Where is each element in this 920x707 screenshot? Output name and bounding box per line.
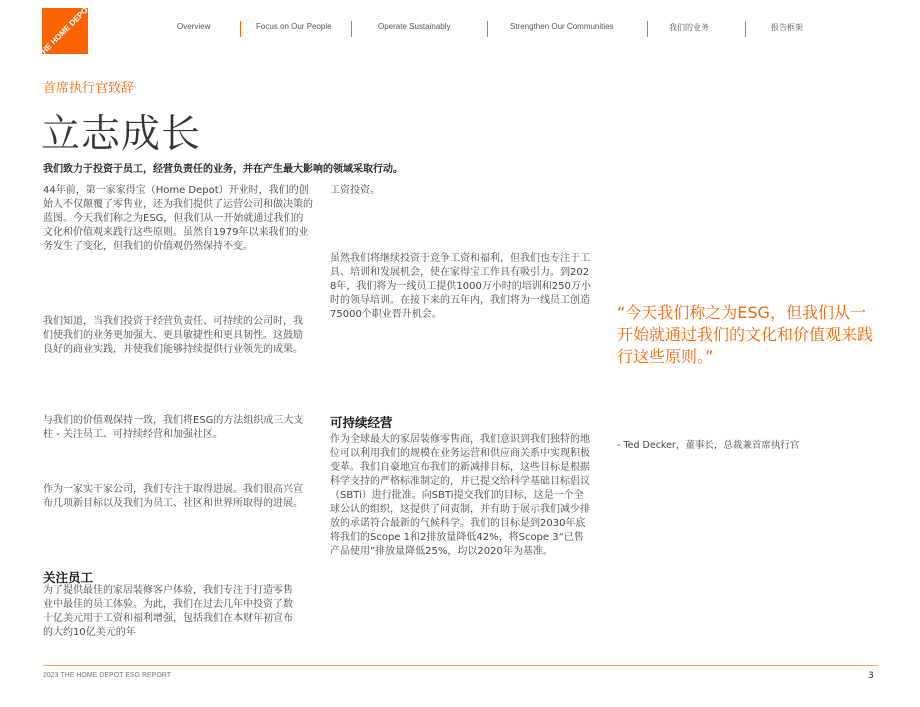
col1-paragraph-2: 我们知道，当我们投资于经营负责任、可持续的公司时，我们使我们的业务更加强大、更具敏捷性和更具韧性。这鼓励良好的商业实践，并使我们能够持续提供行业领先的成果。 <box>43 316 303 355</box>
page-title: 立志成长 <box>41 112 202 157</box>
quote-attribution: - Ted Decker，董事长，总裁兼首席执行官 <box>617 440 800 451</box>
col2-paragraph-3: 作为全球最大的家居装修零售商，我们意识到我们独特的地位可以利用我们的规模在业务运营和供应商关系中实现积极变革。我们自豪地宣布我们的新减排目标，这些目标是根据科学支持的严格标准制定的，并已提交给科学基础目标倡议（SBTi）进行批准。向SBTi提交我们的目标，这是一个全球公认的组织，这提供了问责制，并有助于展示我们减少排放的承诺符合最新的气候科学。我们的目标是到2030年底将我们的Scope 1和2排放量降低42%，将Scope 3“已售产品使用”排放量降低25%，均以2020年为基准。 <box>330 434 590 557</box>
top-navigation <box>150 22 850 38</box>
nav-divider <box>240 21 241 37</box>
nav-operate-sustainably[interactable]: Operate Sustainably <box>378 22 451 31</box>
footer-divider <box>43 665 878 666</box>
page-number: 3 <box>868 671 874 681</box>
logo-text: THE HOME DEPOT <box>36 2 94 60</box>
nav-focus-on-our-people[interactable]: Focus on Our People <box>256 22 332 31</box>
footer-report-title: 2023 THE HOME DEPOT ESG REPORT <box>43 672 171 679</box>
home-depot-logo[interactable] <box>36 2 94 60</box>
col1-paragraph-1: 44年前，第一家家得宝（Home Depot）开业时，我们的创始人不仅颠覆了零售业，还为我们提供了运营公司和做决策的蓝图。今天我们称之为ESG，但我们从一开始就通过我们的文化和价值观来践行这些原则。虽然自1979年以来我们的业务发生了变化，但我们的价值观仍然保持不变。 <box>43 185 313 252</box>
heading-focus-on-people: 关注员工 <box>43 570 94 585</box>
col2-paragraph-2: 虽然我们将继续投资于竞争工资和福利，但我们也专注于工具、培训和发展机会，使在家得宝工作具有吸引力。到2028年，我们将为一线员工提供1000万小时的培训和250万小时的领导培训。在接下来的五年内，我们将为一线员工创造75000个职业晋升机会。 <box>330 253 591 320</box>
nav-divider <box>745 21 746 37</box>
nav-divider <box>487 21 488 37</box>
col2-paragraph-1: 工资投资。 <box>330 185 380 196</box>
col1-paragraph-4: 作为一家实干家公司，我们专注于取得进展。我们很高兴宣布几项新目标以及我们为员工、社区和世界所取得的进展。 <box>43 484 303 509</box>
nav-strengthen-our-communities[interactable]: Strengthen Our Communities <box>510 22 614 31</box>
nav-report-framework[interactable]: 报告框架 <box>771 23 803 32</box>
page-subtitle: 我们致力于投资于员工，经营负责任的业务，并在产生最大影响的领域采取行动。 <box>43 164 403 175</box>
pull-quote: “今天我们称之为ESG，但我们从一开始就通过我们的文化和价值观来践行这些原则。” <box>617 303 874 366</box>
heading-operate-sustainably: 可持续经营 <box>330 415 393 430</box>
nav-divider <box>351 21 352 37</box>
nav-overview[interactable]: Overview <box>177 22 211 31</box>
col1-paragraph-5: 为了提供最佳的家居装修客户体验，我们专注于打造零售业中最佳的员工体验。为此，我们在过去几年中投资了数十亿美元用于工资和福利增强，包括我们在本财年初宣布的大约10亿美元的年 <box>43 585 293 638</box>
section-label: 首席执行官致辞 <box>43 81 135 96</box>
nav-divider <box>647 21 648 37</box>
nav-our-business[interactable]: 我们的业务 <box>669 23 709 32</box>
col1-paragraph-3: 与我们的价值观保持一致，我们将ESG的方法组织成三大支柱 - 关注员工、可持续经营和加强社区。 <box>43 415 304 440</box>
